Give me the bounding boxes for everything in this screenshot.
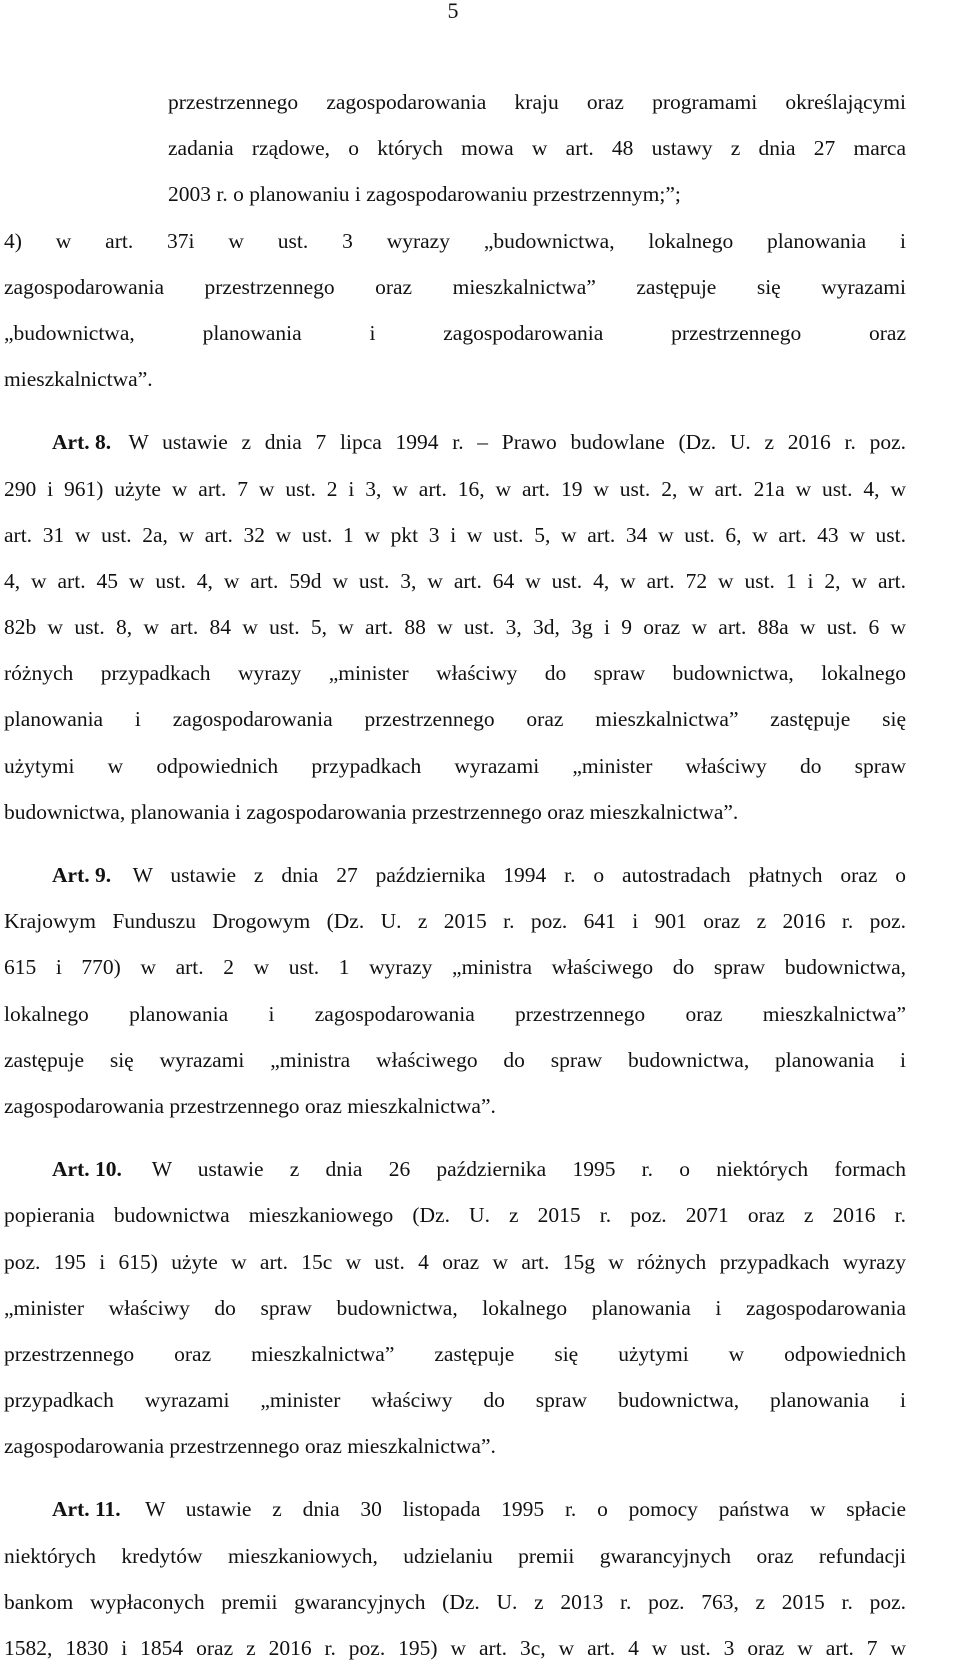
article-11	[4, 1486, 906, 1671]
text-line: 615 i 770) w art. 2 w ust. 1 wyrazy „ministra właściwego do spraw budownictwa,	[4, 955, 906, 980]
article-8	[4, 419, 906, 835]
text-line: W ustawie z dnia 30 listopada 1995 r. o pomocy państwa w spłacie	[145, 1497, 906, 1522]
text-line: lokalnego planowania i zagospodarowania przestrzennego oraz mieszkalnictwa”	[4, 1001, 906, 1026]
article-heading: Art. 11.	[52, 1497, 121, 1522]
text-line: art. 31 w ust. 2a, w art. 32 w ust. 1 w pkt 3 i w ust. 5, w art. 34 w ust. 6, w art. 43 w ust.	[4, 522, 906, 547]
item-4-paragraph	[4, 218, 906, 403]
article-heading: Art. 8.	[52, 430, 112, 455]
page-number: 5	[447, 0, 459, 23]
text-line: różnych przypadkach wyrazy „minister właściwy do spraw budownictwa, lokalnego	[4, 661, 906, 686]
text-line: 82b w ust. 8, w art. 84 w ust. 5, w art. 88 w ust. 3, 3d, 3g i 9 oraz w art. 88a w ust. 6 w	[4, 615, 906, 640]
text-line: niektórych kredytów mieszkaniowych, udzielaniu premii gwarancyjnych oraz refundacji	[4, 1543, 906, 1568]
article-9	[4, 852, 906, 1129]
text-line: 290 i 961) użyte w art. 7 w ust. 2 i 3, w art. 16, w art. 19 w ust. 2, w art. 21a w ust. 4, w	[4, 476, 906, 501]
text-line: zagospodarowania przestrzennego oraz mieszkalnictwa”.	[4, 1434, 496, 1459]
article-heading: Art. 10.	[52, 1157, 122, 1182]
text-line: przypadkach wyrazami „minister właściwy do spraw budownictwa, planowania i	[4, 1388, 906, 1413]
text-line: W ustawie z dnia 7 lipca 1994 r. – Prawo budowlane (Dz. U. z 2016 r. poz.	[128, 430, 906, 455]
text-line: 4, w art. 45 w ust. 4, w art. 59d w ust. 3, w art. 64 w ust. 4, w art. 72 w ust. 1 i 2, w art.	[4, 568, 906, 593]
text-line: zagospodarowania przestrzennego oraz mieszkalnictwa” zastępuje się wyrazami	[4, 274, 906, 299]
text-line: poz. 195 i 615) użyte w art. 15c w ust. 4 oraz w art. 15g w różnych przypadkach wyrazy	[4, 1249, 906, 1274]
text-line: zadania rządowe, o których mowa w art. 48 ustawy z dnia 27 marca	[168, 136, 906, 161]
text-line: użytymi w odpowiednich przypadkach wyrazami „minister właściwy do spraw	[4, 753, 906, 778]
text-line: 2003 r. o planowaniu i zagospodarowaniu przestrzennym;”;	[168, 182, 681, 207]
text-line: planowania i zagospodarowania przestrzennego oraz mieszkalnictwa” zastępuje się	[4, 707, 906, 732]
text-line: przestrzennego oraz mieszkalnictwa” zastępuje się użytymi w odpowiednich	[4, 1341, 906, 1366]
text-line: W ustawie z dnia 26 października 1995 r. o niektórych formach	[151, 1157, 906, 1182]
document-body	[4, 79, 906, 1671]
text-line: bankom wypłaconych premii gwarancyjnych (Dz. U. z 2013 r. poz. 763, z 2015 r. poz.	[4, 1589, 906, 1614]
text-line: przestrzennego zagospodarowania kraju oraz programami określającymi	[168, 90, 906, 114]
text-line: Krajowym Funduszu Drogowym (Dz. U. z 2015 r. poz. 641 i 901 oraz z 2016 r. poz.	[4, 909, 906, 934]
text-line: mieszkalnictwa”.	[4, 367, 153, 392]
continuation-paragraph	[4, 79, 906, 218]
text-line: zastępuje się wyrazami „ministra właściwego do spraw budownictwa, planowania i	[4, 1047, 906, 1072]
text-line: „budownictwa, planowania i zagospodarowania przestrzennego oraz	[4, 320, 906, 345]
text-line: W ustawie z dnia 27 października 1994 r. o autostradach płatnych oraz o	[132, 863, 906, 887]
text-line: popierania budownictwa mieszkaniowego (Dz. U. z 2015 r. poz. 2071 oraz z 2016 r.	[4, 1203, 906, 1228]
text-line: 4) w art. 37i w ust. 3 wyrazy „budownictwa, lokalnego planowania i	[4, 228, 906, 253]
text-line: „minister właściwy do spraw budownictwa, lokalnego planowania i zagospodarowania	[4, 1295, 906, 1320]
article-heading: Art. 9.	[52, 863, 112, 887]
text-line: budownictwa, planowania i zagospodarowania przestrzennego oraz mieszkalnictwa”.	[4, 799, 739, 824]
text-line: zagospodarowania przestrzennego oraz mieszkalnictwa”.	[4, 1093, 496, 1118]
article-10	[4, 1146, 906, 1469]
text-line: 1582, 1830 i 1854 oraz z 2016 r. poz. 195) w art. 3c, w art. 4 w ust. 3 oraz w art. 7 w	[4, 1636, 906, 1660]
